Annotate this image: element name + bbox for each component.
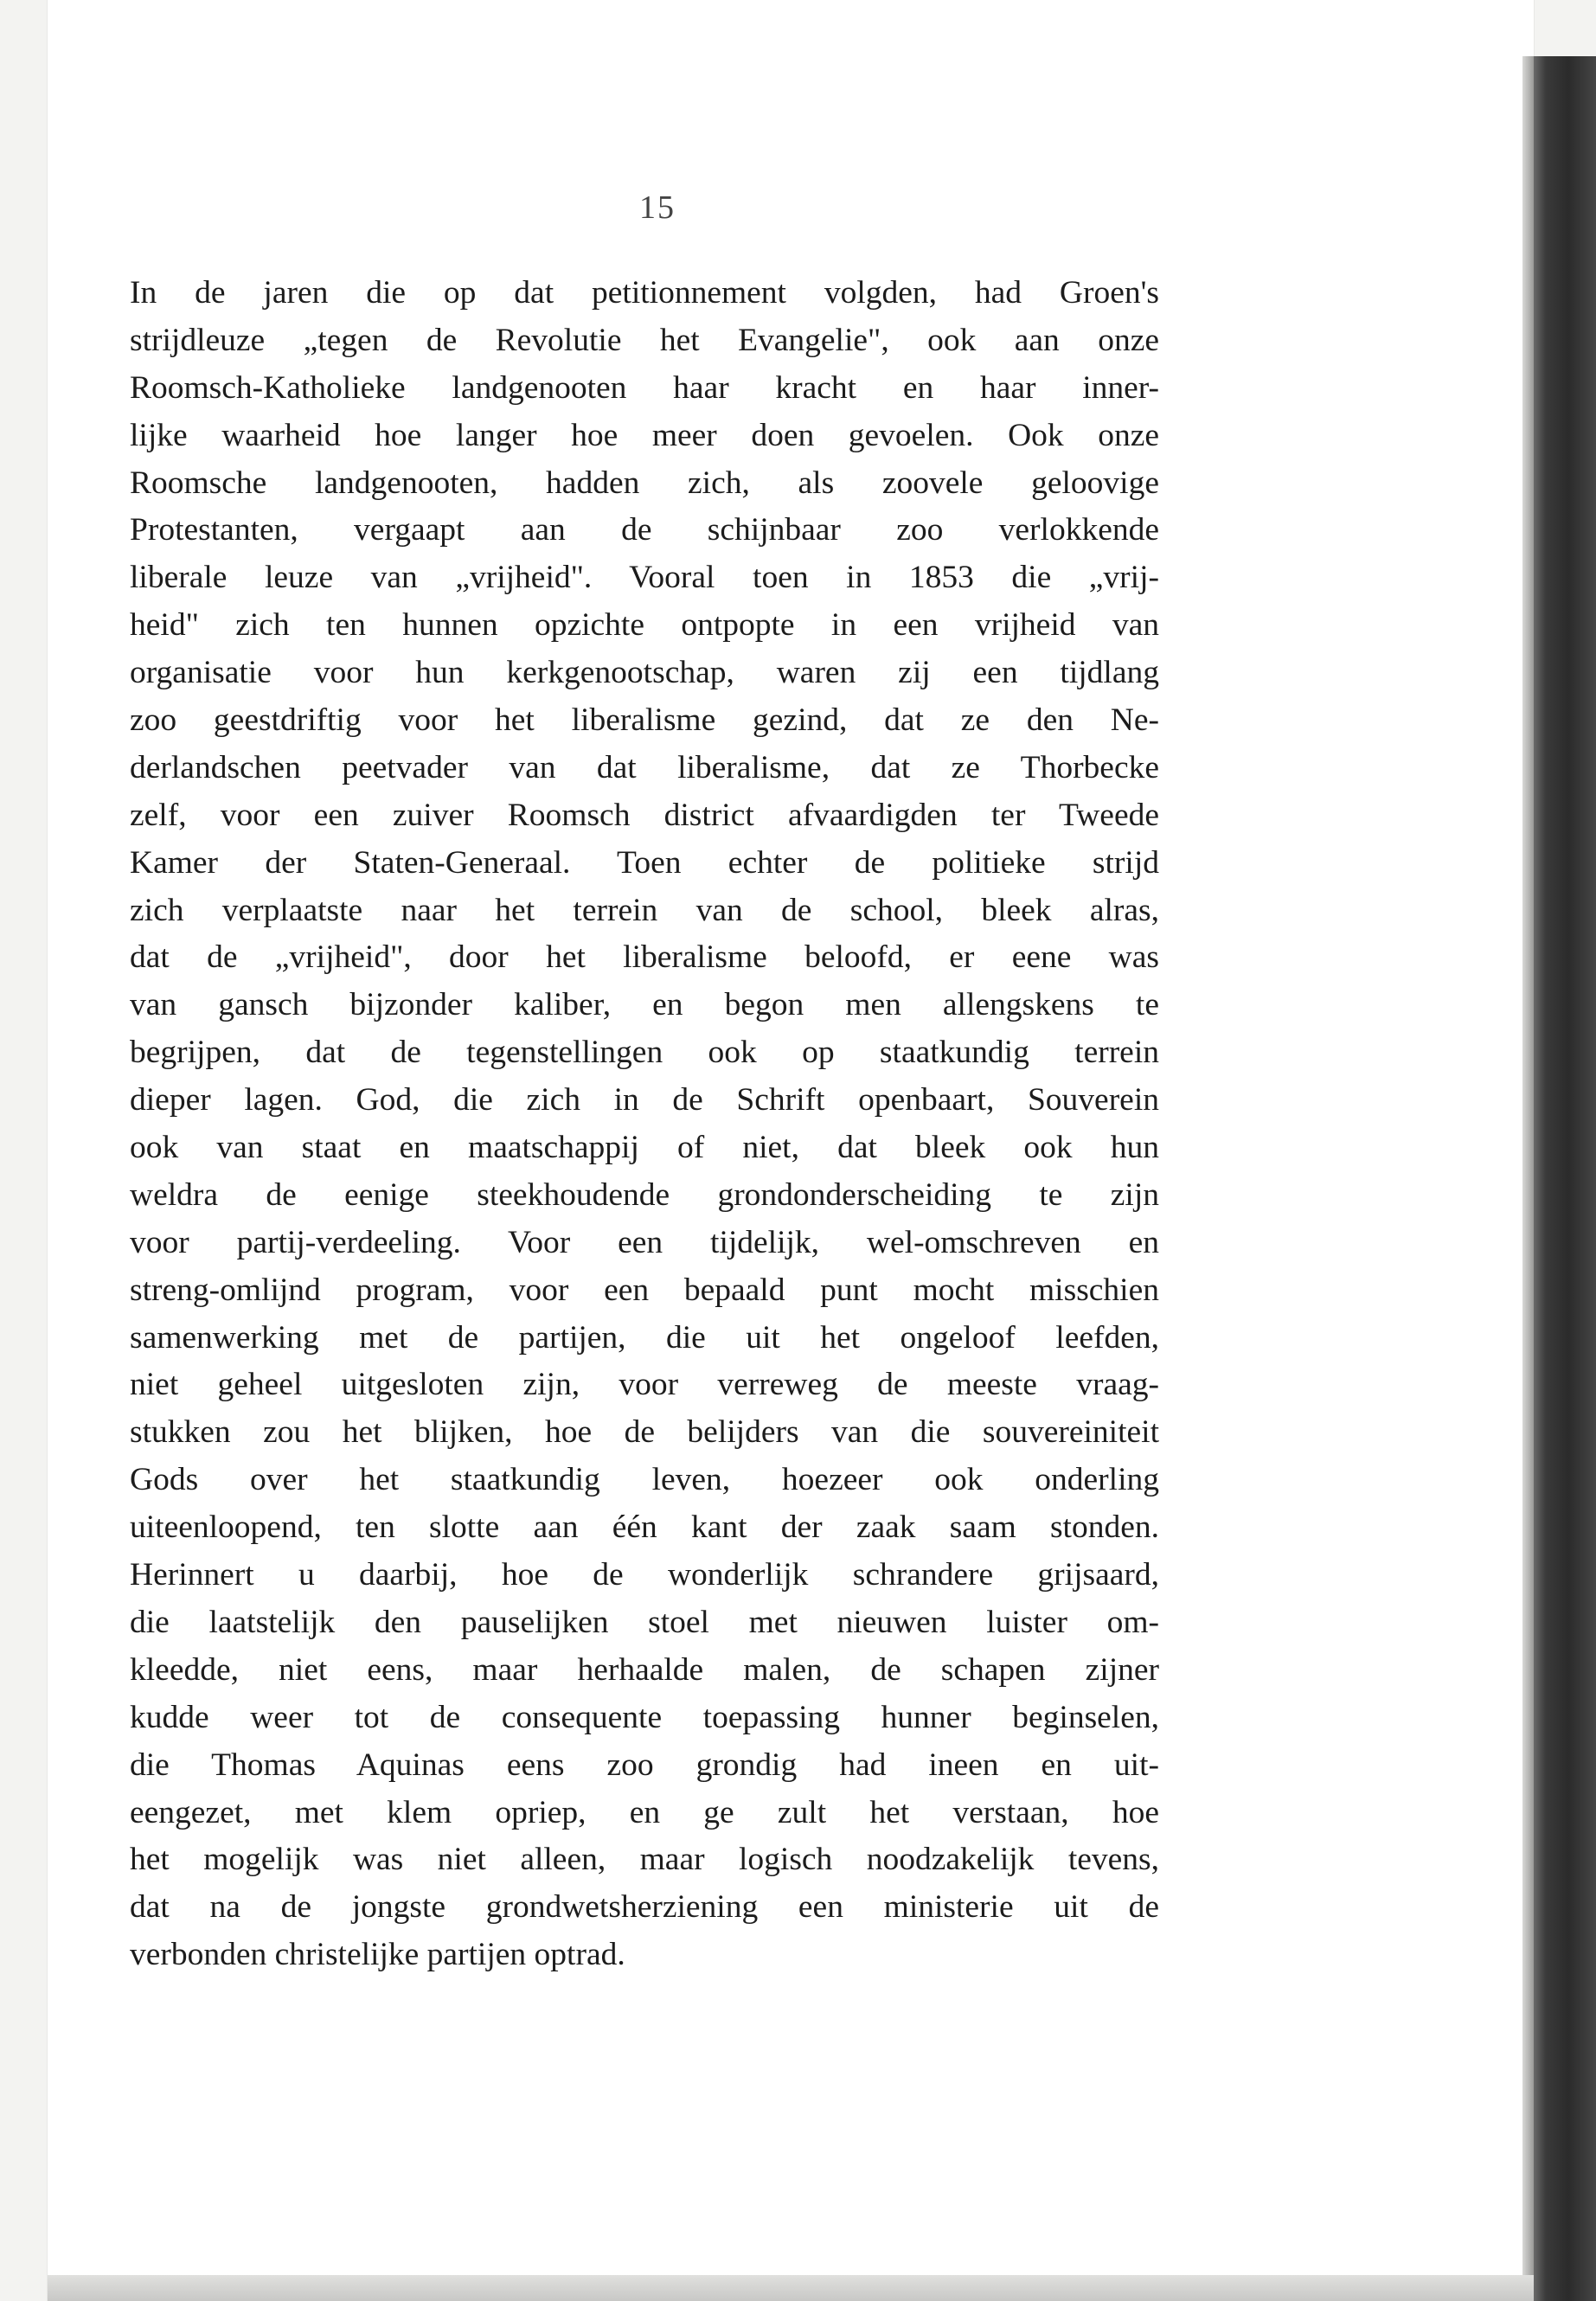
- text-line: Gods over het staatkundig leven, hoezeer ook onderling: [130, 1462, 1159, 1498]
- text-line: dieper lagen. God, die zich in de Schrift openbaart, Souverein: [130, 1082, 1159, 1118]
- text-line: niet geheel uitgesloten zijn, voor verreweg de meeste vraag-: [130, 1367, 1159, 1403]
- page-bottom-edge: [48, 2275, 1534, 2301]
- text-line: dat na de jongste grondwetsherziening een ministerie uit de: [130, 1889, 1159, 1926]
- text-line: zich verplaatste naar het terrein van de school, bleek alras,: [130, 892, 1159, 928]
- text-line: uiteenloopend, ten slotte aan één kant der zaak saam stonden.: [130, 1509, 1159, 1546]
- text-line: voor partij-verdeeling. Voor een tijdelijk, wel-omschreven en: [130, 1224, 1159, 1260]
- text-line: streng-omlijnd program, voor een bepaald punt mocht misschien: [130, 1272, 1159, 1308]
- text-line: Roomsch-Katholieke landgenooten haar kracht en haar inner-: [130, 369, 1159, 406]
- text-line: kudde weer tot de consequente toepassing hunner beginselen,: [130, 1699, 1159, 1735]
- text-line: liberale leuze van „vrijheid". Vooral toen in 1853 die „vrij-: [130, 560, 1159, 596]
- text-line: kleedde, niet eens, maar herhaalde malen, de schapen zijner: [130, 1651, 1159, 1688]
- text-line: verbonden christelijke partijen optrad.: [130, 1937, 625, 1973]
- text-line: samenwerking met de partijen, die uit het ongeloof leefden,: [130, 1319, 1159, 1356]
- text-line: het mogelijk was niet alleen, maar logisch noodzakelijk tevens,: [130, 1842, 1159, 1878]
- text-line: zelf, voor een zuiver Roomsch district afvaardigden ter Tweede: [130, 797, 1159, 833]
- book-spine-edge: [1534, 56, 1596, 2301]
- text-line: weldra de eenige steekhoudende grondonderscheiding te zijn: [130, 1176, 1159, 1213]
- text-line: die laatstelijk den pauselijken stoel met nieuwen luister om-: [130, 1604, 1159, 1640]
- text-line: lijke waarheid hoe langer hoe meer doen gevoelen. Ook onze: [130, 417, 1159, 453]
- text-line: In de jaren die op dat petitionnement volgden, had Groen's: [130, 275, 1159, 311]
- text-line: ook van staat en maatschappij of niet, dat bleek ook hun: [130, 1130, 1159, 1166]
- text-line: eengezet, met klem opriep, en ge zult het verstaan, hoe: [130, 1794, 1159, 1830]
- text-line: Protestanten, vergaapt aan de schijnbaar zoo verlokkende: [130, 512, 1159, 548]
- text-line: heid" zich ten hunnen opzichte ontpopte in een vrijheid van: [130, 607, 1159, 644]
- text-line: van gansch bijzonder kaliber, en begon men allengskens te: [130, 987, 1159, 1023]
- text-line: zoo geestdriftig voor het liberalisme gezind, dat ze den Ne-: [130, 702, 1159, 739]
- body-text: [130, 270, 1159, 1979]
- text-line: Roomsche landgenooten, hadden zich, als zoovele geloovige: [130, 465, 1159, 501]
- text-line: die Thomas Aquinas eens zoo grondig had ineen en uit-: [130, 1747, 1159, 1783]
- text-line: organisatie voor hun kerkgenootschap, waren zij een tijdlang: [130, 655, 1159, 691]
- page-number: 15: [639, 189, 676, 226]
- text-line: stukken zou het blijken, hoe de belijders van die souvereiniteit: [130, 1414, 1159, 1451]
- text-line: dat de „vrijheid", door het liberalisme beloofd, er eene was: [130, 939, 1159, 976]
- text-line: Kamer der Staten-Generaal. Toen echter de politieke strijd: [130, 844, 1159, 881]
- text-line: Herinnert u daarbij, hoe de wonderlijk schrandere grijsaard,: [130, 1557, 1159, 1593]
- text-line: strijdleuze „tegen de Revolutie het Evangelie", ook aan onze: [130, 322, 1159, 358]
- page-edge-shadow: [1522, 56, 1534, 2301]
- text-line: derlandschen peetvader van dat liberalisme, dat ze Thorbecke: [130, 749, 1159, 785]
- text-line: begrijpen, dat de tegenstellingen ook op staatkundig terrein: [130, 1035, 1159, 1071]
